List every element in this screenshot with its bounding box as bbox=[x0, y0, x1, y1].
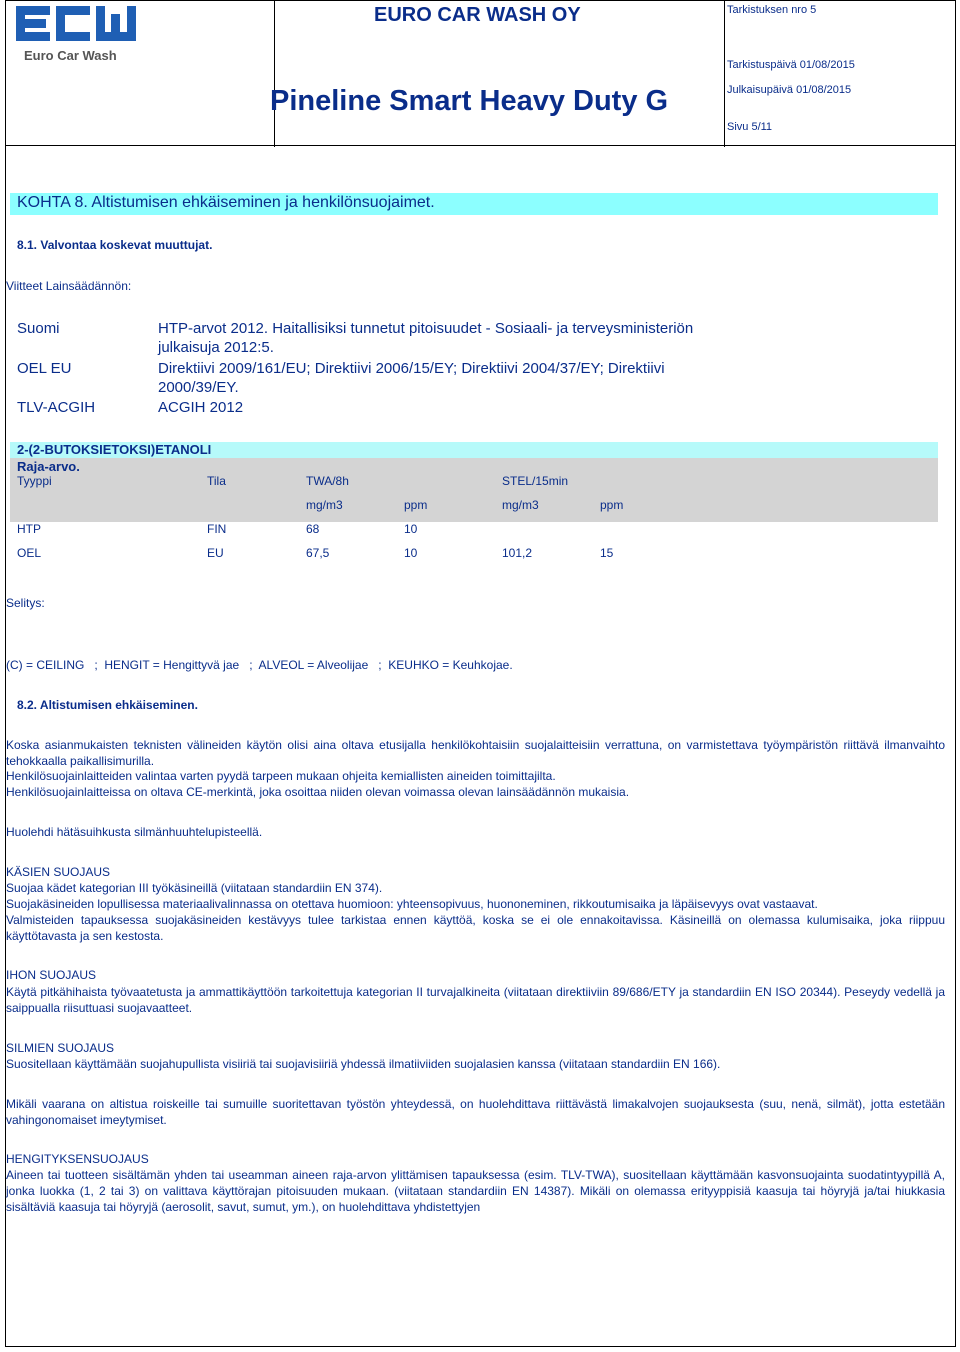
paragraph: Suositellaan käyttämään suojahupullista visiiriä tai suojavisiiriä yhdessä ilmatiiviiden suojalasien kanssa (viitataan standardiin EN 166). bbox=[6, 1057, 721, 1071]
table-cell-twa-mg: 67,5 bbox=[306, 546, 330, 560]
table-cell-stel-ppm: 15 bbox=[600, 546, 614, 560]
table-cell-twa-mg: 68 bbox=[306, 522, 320, 536]
col-header-stel-mg: mg/m3 bbox=[502, 498, 539, 512]
table-cell-twa-ppm: 10 bbox=[404, 522, 418, 536]
table-cell-state: EU bbox=[207, 546, 224, 560]
euro-car-wash-logo bbox=[12, 2, 142, 64]
skin-protection-title: IHON SUOJAUS bbox=[6, 968, 97, 982]
table-cell-type: OEL bbox=[17, 546, 42, 560]
page-number: Sivu 5/11 bbox=[727, 121, 773, 133]
product-name: Pineline Smart Heavy Duty G bbox=[270, 85, 669, 117]
reference-value: Direktiivi 2009/161/EU; Direktiivi 2006/15/EY; Direktiivi 2004/37/EY; Direktiivi bbox=[158, 360, 665, 377]
reference-value-cont: 2000/39/EY. bbox=[158, 379, 239, 396]
publish-date: Julkaisupäivä 01/08/2015 bbox=[727, 84, 852, 96]
paragraph: Henkilösuojainlaitteiden valintaa varten pyydä tarpeen mukaan ohjeita kemiallisten aineiden toimittajilta. bbox=[6, 769, 556, 783]
col-header-twa-ppm: ppm bbox=[404, 498, 428, 512]
section-title: KOHTA 8. Altistumisen ehkäiseminen ja henkilönsuojaimet. bbox=[17, 194, 435, 211]
legend-label: Selitys: bbox=[6, 596, 45, 610]
paragraph: Suojaa kädet kategorian III työkäsineillä (viitataan standardiin EN 374). bbox=[6, 881, 383, 895]
table-cell-type: HTP bbox=[17, 522, 41, 536]
header-divider bbox=[724, 1, 725, 147]
col-header-state: Tila bbox=[207, 474, 226, 488]
reference-key: OEL EU bbox=[17, 360, 72, 377]
table-header-background bbox=[10, 458, 938, 522]
paragraph: Käytä pitkähihaista työvaatetusta ja ammattikäyttöön tarkoitettuja kategorian II turvajalkineita (viitataan direktiiviin 89/686/ETY ja standardiin EN ISO 20344). Peseydy vedellä ja saippualla riisuttuasi suojavaatteet. bbox=[6, 985, 945, 1015]
table-cell-state: FIN bbox=[207, 522, 227, 536]
subsection-title: 8.1. Valvontaa koskevat muuttujat. bbox=[17, 238, 213, 252]
table-cell-stel-mg: 101,2 bbox=[502, 546, 533, 560]
company-name: EURO CAR WASH OY bbox=[374, 4, 581, 26]
logo-text: Euro Car Wash bbox=[24, 48, 117, 63]
paragraph: Koska asianmukaisten teknisten välineiden käytön olisi aina oltava etusijalla henkilökohtaisiin suojalaitteisiin verrattuna, on varmistettava työympäristön riittävä ilmanvaihto tehokkaalla paikallisimurilla. bbox=[6, 738, 945, 768]
reference-key: TLV-ACGIH bbox=[17, 399, 96, 416]
revision-number: Tarkistuksen nro 5 bbox=[727, 4, 817, 16]
reference-value: HTP-arvot 2012. Haitallisiksi tunnetut pitoisuudet - Sosiaali- ja terveysministeriön bbox=[158, 320, 694, 337]
col-header-stel: STEL/15min bbox=[502, 474, 569, 488]
col-header-type: Tyyppi bbox=[17, 474, 52, 488]
eye-protection-title: SILMIEN SUOJAUS bbox=[6, 1041, 115, 1055]
paragraph: Mikäli vaarana on altistua roiskeille tai sumuille suoritettavan työstön yhteydessä, on huolehdittava riittävästä limakalvojen suojauksesta (suu, nenä, silmät), jotta estetään vahingonomaiset imeytymiset. bbox=[6, 1097, 945, 1127]
revision-date: Tarkistuspäivä 01/08/2015 bbox=[727, 59, 855, 71]
reference-value: ACGIH 2012 bbox=[158, 399, 244, 416]
paragraph: Huolehdi hätäsuihkusta silmänhuuhtelupisteellä. bbox=[6, 825, 263, 839]
reference-key: Suomi bbox=[17, 320, 60, 337]
col-header-twa: TWA/8h bbox=[306, 474, 349, 488]
references-label: Viitteet Lainsäädännön: bbox=[6, 279, 132, 293]
substance-name: 2-(2-BUTOKSIETOKSI)ETANOLI bbox=[17, 442, 212, 457]
col-header-twa-mg: mg/m3 bbox=[306, 498, 343, 512]
col-header-stel-ppm: ppm bbox=[600, 498, 624, 512]
header-divider bbox=[274, 1, 275, 147]
reference-value-cont: julkaisuja 2012:5. bbox=[158, 339, 274, 356]
respiratory-protection-title: HENGITYKSENSUOJAUS bbox=[6, 1152, 149, 1166]
legend-text: (C) = CEILING ; HENGIT = Hengittyvä jae ; ALVEOL = Alveolijae ; KEUHKO = Keuhkojae. bbox=[6, 658, 513, 672]
table-cell-twa-ppm: 10 bbox=[404, 546, 418, 560]
paragraph: Valmisteiden tapauksessa suojakäsineiden kestävyys tulee tarkistaa ennen käyttöä, koska se ei ole ennakoitavissa. Käsineillä on olemassa kulumisaika, joka riippuu käyttötavasta ja sen kestosta. bbox=[6, 913, 945, 943]
paragraph: Henkilösuojainlaitteissa on oltava CE-merkintä, joka osoittaa niiden olevan voimassa olevan lainsäädännön mukaisia. bbox=[6, 785, 630, 799]
paragraph: Suojakäsineiden lopullisessa materiaalivalinnassa on otettava huomioon: yhteensopivuus, huononeminen, rikkoutumisaika ja läpäisevyys ovat vastaavat. bbox=[6, 897, 818, 911]
paragraph: Aineen tai tuotteen sisältämän yhden tai useamman aineen raja-arvon ylittämisen tapauksessa (esim. TLV-TWA), suositellaan käyttämään kasvonsuojainta suodatintyypillä A, jonka luokka (1, 2 tai 3) on valittava käyttörajan pitoisuuden mukaan. (viitataan standardiin EN 14387). Mikäli on olemassa erityyppisiä kaasuja tai höyryjä ja/tai hiukkasia sisältäviä kaasuja tai höyryjä (aerosolit, savut, sumut, ym.), on huolehdittava yhdistettyjen bbox=[6, 1168, 945, 1214]
subsection-title: 8.2. Altistumisen ehkäiseminen. bbox=[17, 698, 198, 712]
hand-protection-title: KÄSIEN SUOJAUS bbox=[6, 865, 111, 879]
limit-label: Raja-arvo. bbox=[17, 459, 80, 474]
